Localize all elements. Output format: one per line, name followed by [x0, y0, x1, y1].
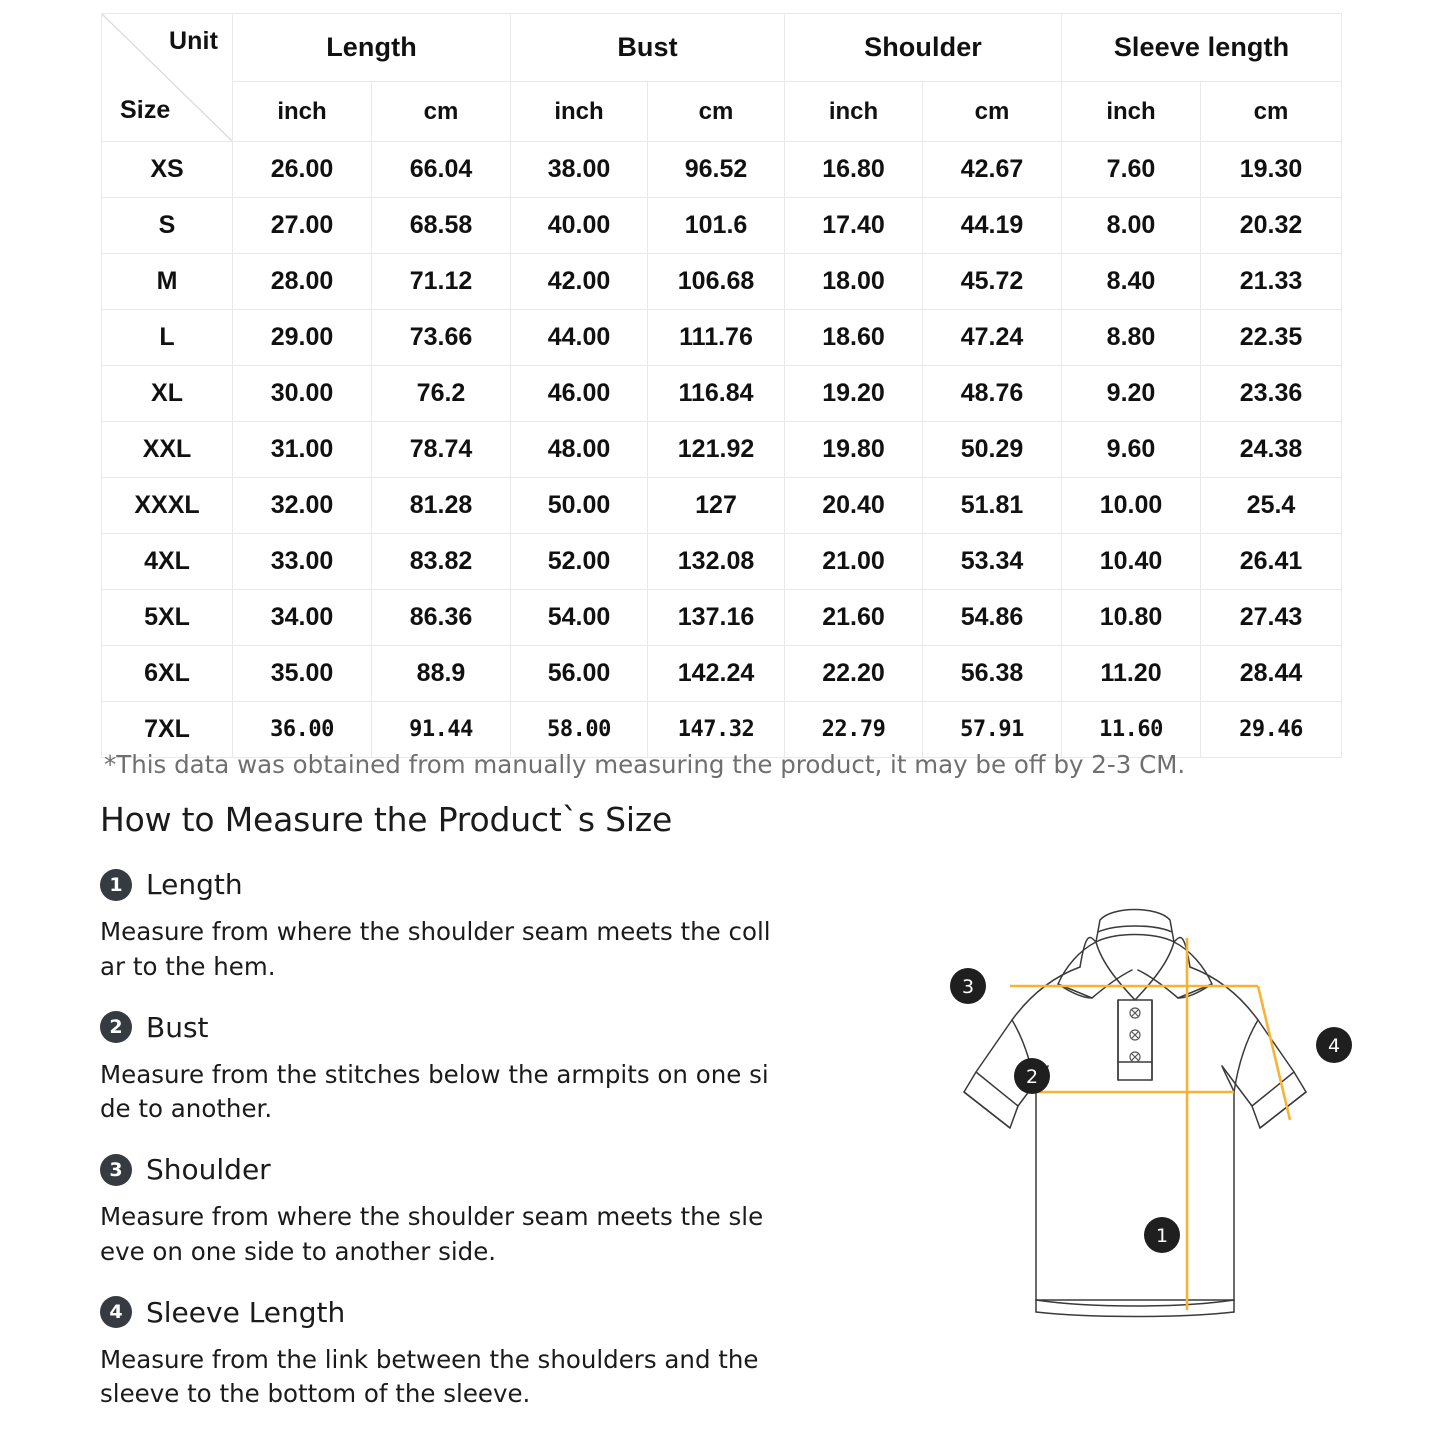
cell-bust-inch: 46.00 [511, 366, 648, 422]
unit-header-bust-cm: cm [648, 82, 785, 142]
size-label: 6XL [102, 646, 233, 702]
size-chart-table-container [101, 13, 1341, 758]
cell-shoulder-cm: 42.67 [923, 142, 1062, 198]
unit-header-shoulder-cm: cm [923, 82, 1062, 142]
cell-sleeve-inch: 11.20 [1062, 646, 1201, 702]
table-unit-header-row [102, 82, 1342, 142]
cell-shoulder-inch: 16.80 [785, 142, 923, 198]
cell-sleeve-cm: 29.46 [1201, 702, 1342, 758]
cell-sleeve-cm: 28.44 [1201, 646, 1342, 702]
cell-sleeve-cm: 23.36 [1201, 366, 1342, 422]
svg-text:3: 3 [961, 976, 975, 998]
cell-length-inch: 32.00 [233, 478, 372, 534]
step-number-badge-4: 4 [100, 1296, 132, 1328]
instruction-description: Measure from the stitches below the armpits on one side to another. [100, 1059, 769, 1124]
cell-bust-inch: 50.00 [511, 478, 648, 534]
table-group-header-row [102, 14, 1342, 82]
polo-shirt-measurement-diagram [940, 880, 1360, 1350]
cell-bust-cm: 96.52 [648, 142, 785, 198]
cell-bust-cm: 106.68 [648, 254, 785, 310]
cell-bust-inch: 52.00 [511, 534, 648, 590]
instruction-header [100, 1011, 772, 1044]
size-label: XS [102, 142, 233, 198]
unit-header-shoulder-inch: inch [785, 82, 923, 142]
instruction-header [100, 1153, 772, 1186]
cell-sleeve-inch: 8.80 [1062, 310, 1201, 366]
group-header-shoulder: Shoulder [785, 14, 1062, 82]
instruction-item-bust [100, 1011, 772, 1128]
instruction-title: Shoulder [146, 1153, 271, 1187]
instruction-title: Bust [146, 1010, 209, 1044]
size-label: 5XL [102, 590, 233, 646]
cell-sleeve-cm: 21.33 [1201, 254, 1342, 310]
cell-shoulder-cm: 47.24 [923, 310, 1062, 366]
instruction-description: Measure from where the shoulder seam meets the collar to the hem. [100, 917, 771, 981]
size-label: XXL [102, 422, 233, 478]
cell-bust-inch: 40.00 [511, 198, 648, 254]
size-chart-table [101, 13, 1342, 758]
table-row [102, 590, 1342, 646]
size-label: S [102, 198, 233, 254]
cell-bust-inch: 44.00 [511, 310, 648, 366]
cell-length-inch: 34.00 [233, 590, 372, 646]
cell-bust-cm: 147.32 [648, 702, 785, 758]
instruction-item-shoulder [100, 1153, 772, 1270]
cell-sleeve-inch: 10.40 [1062, 534, 1201, 590]
instruction-header [100, 868, 772, 901]
cell-shoulder-cm: 48.76 [923, 366, 1062, 422]
cell-shoulder-inch: 19.80 [785, 422, 923, 478]
table-corner-cell [102, 14, 233, 142]
cell-bust-inch: 38.00 [511, 142, 648, 198]
instruction-item-length [100, 868, 772, 985]
cell-shoulder-cm: 44.19 [923, 198, 1062, 254]
group-header-length: Length [233, 14, 511, 82]
table-row [102, 310, 1342, 366]
svg-text:4: 4 [1327, 1035, 1341, 1057]
cell-sleeve-cm: 25.4 [1201, 478, 1342, 534]
table-row [102, 422, 1342, 478]
cell-bust-cm: 121.92 [648, 422, 785, 478]
cell-length-cm: 68.58 [372, 198, 511, 254]
diagram-marker-3 [950, 968, 986, 1004]
step-number-badge-3: 3 [100, 1154, 132, 1186]
step-number-badge-2: 2 [100, 1011, 132, 1043]
cell-sleeve-inch: 9.60 [1062, 422, 1201, 478]
cell-sleeve-inch: 8.00 [1062, 198, 1201, 254]
unit-header-length-inch: inch [233, 82, 372, 142]
cell-sleeve-cm: 26.41 [1201, 534, 1342, 590]
cell-length-inch: 36.00 [233, 702, 372, 758]
cell-length-cm: 91.44 [372, 702, 511, 758]
cell-shoulder-inch: 22.79 [785, 702, 923, 758]
measurement-disclaimer: *This data was obtained from manually measuring the product, it may be off by 2-3 CM. [104, 750, 1186, 779]
cell-bust-inch: 56.00 [511, 646, 648, 702]
cell-shoulder-cm: 54.86 [923, 590, 1062, 646]
measurement-instructions [100, 868, 772, 1438]
size-header-label: Size [120, 96, 171, 124]
instruction-title: Length [146, 868, 243, 901]
cell-length-inch: 33.00 [233, 534, 372, 590]
cell-bust-inch: 54.00 [511, 590, 648, 646]
table-row [102, 534, 1342, 590]
cell-sleeve-inch: 11.60 [1062, 702, 1201, 758]
cell-length-inch: 28.00 [233, 254, 372, 310]
cell-length-inch: 27.00 [233, 198, 372, 254]
cell-length-inch: 30.00 [233, 366, 372, 422]
cell-shoulder-cm: 53.34 [923, 534, 1062, 590]
cell-shoulder-cm: 56.38 [923, 646, 1062, 702]
cell-bust-cm: 127 [648, 478, 785, 534]
unit-header-length-cm: cm [372, 82, 511, 142]
cell-length-inch: 29.00 [233, 310, 372, 366]
cell-length-cm: 71.12 [372, 254, 511, 310]
cell-sleeve-inch: 9.20 [1062, 366, 1201, 422]
unit-header-sleeve-cm: cm [1201, 82, 1342, 142]
polo-shirt-icon [940, 880, 1360, 1350]
button-icon [1130, 1008, 1140, 1062]
cell-shoulder-inch: 18.00 [785, 254, 923, 310]
cell-length-cm: 81.28 [372, 478, 511, 534]
table-row [102, 142, 1342, 198]
cell-length-cm: 88.9 [372, 646, 511, 702]
size-label: L [102, 310, 233, 366]
svg-text:1: 1 [1155, 1225, 1169, 1247]
step-number-badge-1: 1 [100, 869, 132, 901]
cell-shoulder-inch: 20.40 [785, 478, 923, 534]
cell-shoulder-cm: 57.91 [923, 702, 1062, 758]
page-title: How to Measure the Product`s Size [100, 800, 673, 839]
cell-length-cm: 83.82 [372, 534, 511, 590]
group-header-sleeve-length: Sleeve length [1062, 14, 1342, 82]
size-label: XXXL [102, 478, 233, 534]
diagram-marker-4 [1316, 1027, 1352, 1063]
cell-length-cm: 66.04 [372, 142, 511, 198]
cell-sleeve-cm: 19.30 [1201, 142, 1342, 198]
unit-header-sleeve-inch: inch [1062, 82, 1201, 142]
cell-bust-cm: 132.08 [648, 534, 785, 590]
cell-bust-inch: 48.00 [511, 422, 648, 478]
cell-length-inch: 31.00 [233, 422, 372, 478]
cell-sleeve-inch: 8.40 [1062, 254, 1201, 310]
cell-bust-inch: 42.00 [511, 254, 648, 310]
cell-bust-inch: 58.00 [511, 702, 648, 758]
table-row [102, 198, 1342, 254]
cell-length-cm: 76.2 [372, 366, 511, 422]
cell-shoulder-cm: 51.81 [923, 478, 1062, 534]
svg-text:2: 2 [1025, 1066, 1039, 1088]
diagram-marker-2 [1014, 1058, 1050, 1094]
cell-shoulder-inch: 22.20 [785, 646, 923, 702]
cell-sleeve-inch: 10.80 [1062, 590, 1201, 646]
cell-sleeve-inch: 10.00 [1062, 478, 1201, 534]
group-header-bust: Bust [511, 14, 785, 82]
cell-shoulder-inch: 19.20 [785, 366, 923, 422]
instruction-item-sleeve-length [100, 1296, 772, 1413]
unit-header-label: Unit [169, 27, 218, 55]
cell-shoulder-cm: 50.29 [923, 422, 1062, 478]
table-row [102, 366, 1342, 422]
table-row [102, 478, 1342, 534]
cell-shoulder-cm: 45.72 [923, 254, 1062, 310]
cell-length-inch: 26.00 [233, 142, 372, 198]
cell-bust-cm: 111.76 [648, 310, 785, 366]
cell-length-cm: 73.66 [372, 310, 511, 366]
cell-sleeve-cm: 24.38 [1201, 422, 1342, 478]
table-row [102, 646, 1342, 702]
size-label: 7XL [102, 702, 233, 758]
instruction-description: Measure from where the shoulder seam meets the sleeve on one side to another side. [100, 1202, 764, 1266]
cell-bust-cm: 142.24 [648, 646, 785, 702]
unit-header-bust-inch: inch [511, 82, 648, 142]
size-label: XL [102, 366, 233, 422]
sleeve-measure-line [1258, 986, 1290, 1120]
cell-sleeve-inch: 7.60 [1062, 142, 1201, 198]
size-label: M [102, 254, 233, 310]
cell-sleeve-cm: 22.35 [1201, 310, 1342, 366]
cell-shoulder-inch: 17.40 [785, 198, 923, 254]
cell-shoulder-inch: 21.60 [785, 590, 923, 646]
cell-shoulder-inch: 21.00 [785, 534, 923, 590]
cell-length-cm: 86.36 [372, 590, 511, 646]
cell-bust-cm: 101.6 [648, 198, 785, 254]
cell-sleeve-cm: 20.32 [1201, 198, 1342, 254]
instruction-description: Measure from the link between the shoulders and the sleeve to the bottom of the sleeve. [100, 1344, 759, 1409]
cell-length-cm: 78.74 [372, 422, 511, 478]
instruction-header [100, 1296, 772, 1329]
cell-length-inch: 35.00 [233, 646, 372, 702]
diagram-markers [950, 968, 1352, 1253]
cell-bust-cm: 137.16 [648, 590, 785, 646]
size-chart-table-body [102, 142, 1342, 758]
table-row [102, 254, 1342, 310]
cell-bust-cm: 116.84 [648, 366, 785, 422]
size-label: 4XL [102, 534, 233, 590]
diagram-marker-1 [1144, 1217, 1180, 1253]
cell-sleeve-cm: 27.43 [1201, 590, 1342, 646]
cell-shoulder-inch: 18.60 [785, 310, 923, 366]
instruction-title: Sleeve Length [146, 1295, 346, 1329]
